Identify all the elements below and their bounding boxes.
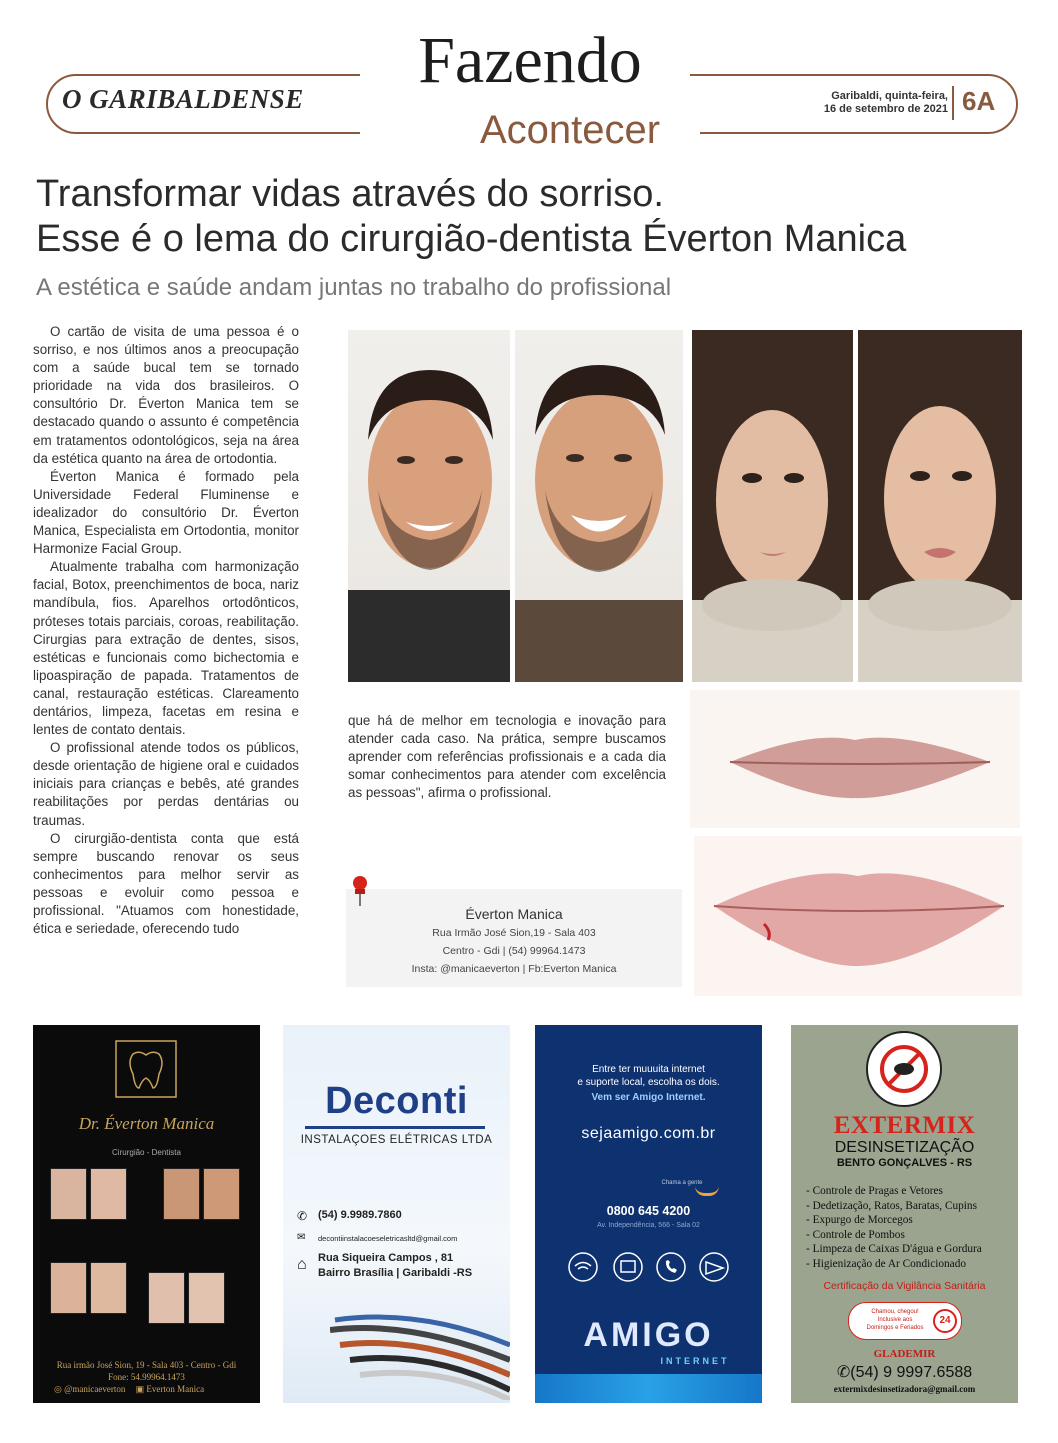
service-item: - Expurgo de Morcegos [806, 1214, 913, 1226]
home-icon: ⌂ [297, 1256, 307, 1273]
amigo-icons [535, 1250, 762, 1289]
facebook-icon: ▣ [135, 1384, 147, 1394]
dentist-ad-phone: Fone: 54.99964.1473 [108, 1372, 185, 1382]
deconti-subtitle: INSTALAÇOES ELÉTRICAS LTDA [300, 1134, 493, 1146]
deconti-address-2: Bairro Brasília | Garibaldi -RS [318, 1267, 473, 1279]
article-paragraph: Éverton Manica é formado pela Universidade Federal Fluminense e idealizador do consultório Dr. Éverton Manica, Especialista em Ortodontia, monitor Harmonize Facial Group. [33, 468, 299, 557]
issue-date [824, 90, 948, 116]
tooth-logo-icon [115, 1040, 177, 1105]
amigo-tagline-2: e suporte local, escolha os dois. [577, 1077, 720, 1088]
thumb-photo [203, 1168, 240, 1220]
clock-24-icon: 24 [933, 1309, 957, 1333]
extermix-phone-row[interactable] [791, 1362, 1018, 1382]
amigo-address: Av. Independência, 566 - Sala 02 [597, 1222, 700, 1229]
thumb-photo [163, 1168, 200, 1220]
headline-line-1: Transformar vidas através do sorriso. [36, 173, 664, 215]
thumb-photo [90, 1168, 127, 1220]
section-subtitle: Acontecer [440, 110, 700, 150]
service-item: - Dedetização, Ratos, Baratas, Cupins [806, 1199, 977, 1212]
cables-image [330, 1300, 510, 1405]
extermix-contact-name: GLADEMIR [873, 1348, 936, 1360]
article-paragraph: O cirurgião-dentista conta que está sempre buscando renovar os seus conhecimentos para melhor servir as pessoas e evoluir como pessoa e profissional. "Atuamos com honestidade, ética e seriedade, oferecendo tudo [33, 830, 299, 937]
deconti-phone[interactable]: (54) 9.9989.7860 [318, 1209, 402, 1221]
amigo-phone[interactable]: 0800 645 4200 [606, 1204, 691, 1218]
badge-line-2: Inclusive aos [877, 1317, 913, 1323]
deconti-logo-underline [305, 1126, 485, 1129]
pest-control-seal-icon [865, 1030, 943, 1113]
issue-date-line-2: 16 de setembro de 2021 [823, 103, 948, 115]
section-title: Fazendo [418, 24, 642, 97]
extermix-phone[interactable]: (54) 9 9997.6588 [850, 1364, 973, 1381]
extermix-location: BENTO GONÇALVES - RS [836, 1157, 973, 1169]
photo-lips-before [690, 690, 1020, 828]
newspaper-name: O GARIBALDENSE [56, 84, 310, 115]
contact-address: Rua Irmão José Sion,19 - Sala 403 [432, 927, 596, 939]
dentist-ad-social [54, 1384, 204, 1395]
contact-city-phone: Centro - Gdi | (54) 99964.1473 [442, 945, 586, 957]
extermix-certification: Certificação da Vigilância Sanitária [823, 1280, 986, 1292]
deconti-address-1: Rua Siqueira Campos , 81 [318, 1252, 454, 1264]
photo-woman-after [858, 330, 1022, 682]
photo-man-after [515, 330, 683, 682]
service-item: - Controle de Pombos [806, 1228, 905, 1241]
contact-social: Insta: @manicaeverton | Fb:Everton Manica [411, 963, 617, 975]
deconti-email[interactable]: decontiinstalacoeseletricasltd@gmail.com [318, 1234, 458, 1243]
article-headline [36, 172, 1016, 262]
article-subheadline: A estética e saúde andam juntas no trabalho do profissional [36, 274, 672, 301]
dentist-ad-facebook[interactable]: Everton Manica [146, 1384, 205, 1394]
deconti-logo: Deconti [325, 1080, 468, 1122]
amigo-site[interactable]: sejaamigo.com.br [581, 1125, 716, 1142]
dentist-ad-subtitle: Cirurgião - Dentista [112, 1148, 181, 1157]
service-item: - Higienização de Ar Condicionado [806, 1257, 966, 1270]
photo-man-before [348, 330, 510, 682]
amigo-logo-sub: INTERNET [660, 1356, 730, 1366]
amigo-tagline-3: Vem ser Amigo Internet. [591, 1092, 706, 1103]
contact-card [346, 889, 682, 987]
dentist-ad-instagram[interactable]: @manicaeverton [64, 1384, 126, 1394]
amigo-call-label: Chama a gente [661, 1180, 703, 1186]
article-paragraph: Atualmente trabalha com harmonização facial, Botox, preenchimentos de boca, nariz mandíbula, fios. Aparelhos ortodônticos, próteses totais parciais, coroas, reabilitação. Cirurgias para extração de dentes, sisos, estéticas e funcionais como bichectomia e lipoaspiração de papada. Tratamentos de canal, restauração estéticas. Clareamento dentários, limpeza, facetas em resina e lentes de contato dentais. [33, 559, 299, 738]
extermix-email[interactable]: extermixdesinsetizadora@gmail.com [833, 1384, 976, 1394]
thumb-photo [188, 1272, 225, 1324]
instagram-icon: ◎ [54, 1384, 65, 1394]
article-paragraph: O profissional atende todos os públicos, desde orientação de higiene oral e cuidados iniciais para crianças e bebês, até grandes reabilitações por perdas dentárias ou traumas. [33, 740, 299, 828]
pushpin-icon [347, 874, 373, 913]
headline-line-2: Esse é o lema do cirurgião-dentista Éverton Manica [36, 218, 907, 260]
amigo-footer-band [535, 1374, 762, 1403]
article-column-1 [33, 323, 299, 938]
extermix-24h-badge [848, 1302, 962, 1340]
header-divider [952, 86, 954, 120]
dentist-ad-name: Dr. Éverton Manica [78, 1114, 215, 1133]
photo-woman-before [692, 330, 853, 682]
whatsapp-icon: ✆ [297, 1209, 308, 1223]
thumb-photo [50, 1168, 87, 1220]
contact-name: Éverton Manica [465, 906, 563, 922]
badge-line-3: Domingos e Feriados [866, 1325, 924, 1331]
amigo-logo: AMIGO [583, 1316, 714, 1354]
whatsapp-icon: ✆ [836, 1364, 851, 1381]
amigo-tagline-1: Entre ter muuuita internet [592, 1064, 705, 1075]
thumb-photo [148, 1272, 185, 1324]
extermix-services [806, 1184, 982, 1271]
dentist-ad-address: Rua irmão José Sion, 19 - Sala 403 - Centro - Gdi [56, 1360, 237, 1370]
badge-line-1: Chamou, chegou! [871, 1309, 919, 1315]
photo-lips-after [694, 836, 1022, 996]
page-number: 6A [962, 86, 996, 116]
service-item: - Controle de Pragas e Vetores [806, 1185, 943, 1197]
extermix-title: EXTERMIX [833, 1112, 976, 1139]
service-item: - Limpeza de Caixas D'água e Gordura [806, 1243, 982, 1255]
article-paragraph: O cartão de visita de uma pessoa é o sorriso, e nos últimos anos a preocupação com a saúde bucal tem se tornado prioridade na vida dos brasileiros. O consultório Dr. Éverton Manica tem se destacado quando o assunto é competência em tratamentos odontológicos, seja na área da estética quanto na área de ortodontia. [33, 324, 299, 466]
issue-date-line-1: Garibaldi, quinta-feira, [831, 90, 948, 102]
extermix-subtitle: DESINSETIZAÇÃO [834, 1139, 975, 1156]
thumb-photo [90, 1262, 127, 1314]
thumb-photo [50, 1262, 87, 1314]
email-icon: ✉ [297, 1232, 306, 1243]
article-column-2: que há de melhor em tecnologia e inovação para atender cada caso. Na prática, sempre buscamos aprender com referências profissionais e a cada dia somar conhecimentos para atender com excelência as pessoas", afirma o profissional. [348, 713, 666, 801]
